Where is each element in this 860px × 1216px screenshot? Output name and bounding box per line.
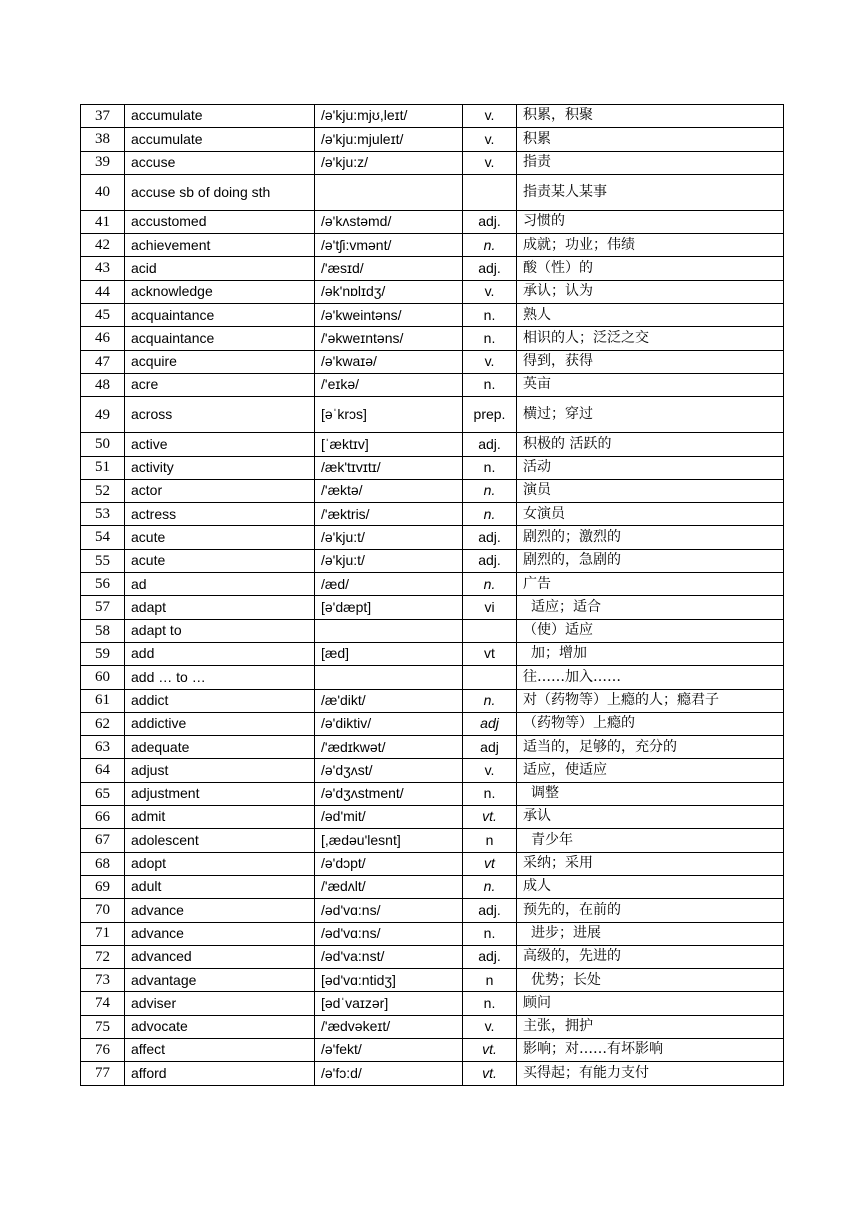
meaning-cell: 青少年 — [517, 829, 784, 852]
word-cell: ad — [125, 573, 315, 596]
meaning-cell: 承认；认为 — [517, 280, 784, 303]
table-row — [81, 327, 784, 350]
part-of-speech-cell — [463, 174, 517, 210]
meaning-cell: 剧烈的，急剧的 — [517, 549, 784, 572]
word-cell: acid — [125, 257, 315, 280]
part-of-speech-cell: prep. — [463, 397, 517, 433]
phonetic-cell: /əd'vɑ:ns/ — [315, 899, 463, 922]
phonetic-cell: /ə'fɔ:d/ — [315, 1062, 463, 1085]
word-cell: addict — [125, 689, 315, 712]
part-of-speech-cell: n. — [463, 327, 517, 350]
table-row — [81, 257, 784, 280]
word-cell: achievement — [125, 234, 315, 257]
row-number: 60 — [81, 666, 125, 689]
table-row — [81, 759, 784, 782]
word-cell: accustomed — [125, 210, 315, 233]
row-number: 53 — [81, 503, 125, 526]
part-of-speech-cell: adj. — [463, 945, 517, 968]
word-cell: active — [125, 433, 315, 456]
meaning-cell: 习惯的 — [517, 210, 784, 233]
phonetic-cell: /'ædʌlt/ — [315, 875, 463, 898]
row-number: 58 — [81, 619, 125, 642]
part-of-speech-cell: n. — [463, 503, 517, 526]
table-row — [81, 945, 784, 968]
word-cell: acre — [125, 373, 315, 396]
table-row — [81, 736, 784, 759]
phonetic-cell: /əd'mit/ — [315, 806, 463, 829]
meaning-cell: 顾问 — [517, 992, 784, 1015]
word-cell: advance — [125, 899, 315, 922]
table-row — [81, 174, 784, 210]
word-cell: add — [125, 642, 315, 665]
row-number: 49 — [81, 397, 125, 433]
phonetic-cell: /ə'kju:mjuleɪt/ — [315, 128, 463, 151]
vocabulary-table-body — [81, 105, 784, 1086]
row-number: 72 — [81, 945, 125, 968]
meaning-cell: 适应；适合 — [517, 596, 784, 619]
part-of-speech-cell: adj — [463, 712, 517, 735]
meaning-cell: 往……加入…… — [517, 666, 784, 689]
phonetic-cell: [ˈæktɪv] — [315, 433, 463, 456]
word-cell: acknowledge — [125, 280, 315, 303]
word-cell: adjustment — [125, 782, 315, 805]
row-number: 73 — [81, 969, 125, 992]
table-row — [81, 128, 784, 151]
meaning-cell: 进步；进展 — [517, 922, 784, 945]
table-row — [81, 689, 784, 712]
word-cell: actor — [125, 479, 315, 502]
meaning-cell: 指责 — [517, 151, 784, 174]
word-cell: adult — [125, 875, 315, 898]
phonetic-cell: /ə'kʌstəmd/ — [315, 210, 463, 233]
meaning-cell: 高级的，先进的 — [517, 945, 784, 968]
word-cell: adopt — [125, 852, 315, 875]
part-of-speech-cell — [463, 666, 517, 689]
table-row — [81, 234, 784, 257]
table-row — [81, 479, 784, 502]
meaning-cell: 积极的 活跃的 — [517, 433, 784, 456]
part-of-speech-cell: adj. — [463, 526, 517, 549]
part-of-speech-cell: n. — [463, 782, 517, 805]
row-number: 48 — [81, 373, 125, 396]
row-number: 70 — [81, 899, 125, 922]
table-row — [81, 1015, 784, 1038]
part-of-speech-cell: v. — [463, 280, 517, 303]
table-row — [81, 526, 784, 549]
phonetic-cell: [əd'vɑ:ntidʒ] — [315, 969, 463, 992]
word-cell: adequate — [125, 736, 315, 759]
row-number: 56 — [81, 573, 125, 596]
phonetic-cell: /ə'kweintəns/ — [315, 304, 463, 327]
table-row — [81, 619, 784, 642]
phonetic-cell: /ə'tʃi:vmənt/ — [315, 234, 463, 257]
phonetic-cell: /'ædɪkwət/ — [315, 736, 463, 759]
part-of-speech-cell: n. — [463, 234, 517, 257]
row-number: 47 — [81, 350, 125, 373]
part-of-speech-cell: v. — [463, 151, 517, 174]
table-row — [81, 304, 784, 327]
phonetic-cell: /æd/ — [315, 573, 463, 596]
word-cell: admit — [125, 806, 315, 829]
part-of-speech-cell: adj. — [463, 433, 517, 456]
word-cell: adolescent — [125, 829, 315, 852]
part-of-speech-cell: n. — [463, 456, 517, 479]
row-number: 44 — [81, 280, 125, 303]
row-number: 67 — [81, 829, 125, 852]
row-number: 42 — [81, 234, 125, 257]
meaning-cell: 适应，使适应 — [517, 759, 784, 782]
part-of-speech-cell: v. — [463, 128, 517, 151]
table-row — [81, 573, 784, 596]
phonetic-cell: /ə'kwaɪə/ — [315, 350, 463, 373]
part-of-speech-cell: n. — [463, 573, 517, 596]
row-number: 65 — [81, 782, 125, 805]
part-of-speech-cell: adj — [463, 736, 517, 759]
word-cell: advantage — [125, 969, 315, 992]
row-number: 59 — [81, 642, 125, 665]
phonetic-cell: /ə'fekt/ — [315, 1038, 463, 1061]
row-number: 38 — [81, 128, 125, 151]
meaning-cell: 加；增加 — [517, 642, 784, 665]
word-cell: advance — [125, 922, 315, 945]
meaning-cell: 相识的人；泛泛之交 — [517, 327, 784, 350]
word-cell: advocate — [125, 1015, 315, 1038]
word-cell: acute — [125, 549, 315, 572]
phonetic-cell: /'əkweɪntəns/ — [315, 327, 463, 350]
word-cell: acute — [125, 526, 315, 549]
row-number: 76 — [81, 1038, 125, 1061]
word-cell: advanced — [125, 945, 315, 968]
meaning-cell: 预先的，在前的 — [517, 899, 784, 922]
phonetic-cell — [315, 174, 463, 210]
table-row — [81, 397, 784, 433]
meaning-cell: 优势；长处 — [517, 969, 784, 992]
table-row — [81, 596, 784, 619]
part-of-speech-cell: n — [463, 969, 517, 992]
table-row — [81, 433, 784, 456]
table-row — [81, 280, 784, 303]
table-row — [81, 992, 784, 1015]
part-of-speech-cell: adj. — [463, 210, 517, 233]
row-number: 46 — [81, 327, 125, 350]
word-cell: affect — [125, 1038, 315, 1061]
row-number: 66 — [81, 806, 125, 829]
row-number: 77 — [81, 1062, 125, 1085]
table-row — [81, 456, 784, 479]
part-of-speech-cell: n. — [463, 373, 517, 396]
row-number: 55 — [81, 549, 125, 572]
row-number: 51 — [81, 456, 125, 479]
phonetic-cell: [ə'dæpt] — [315, 596, 463, 619]
part-of-speech-cell: n. — [463, 992, 517, 1015]
meaning-cell: 酸（性）的 — [517, 257, 784, 280]
meaning-cell: 横过；穿过 — [517, 397, 784, 433]
table-row — [81, 782, 784, 805]
part-of-speech-cell: adj. — [463, 899, 517, 922]
phonetic-cell: /əd'va:nst/ — [315, 945, 463, 968]
meaning-cell: 演员 — [517, 479, 784, 502]
meaning-cell: 广告 — [517, 573, 784, 596]
meaning-cell: 调整 — [517, 782, 784, 805]
phonetic-cell: [ədˈvaɪzər] — [315, 992, 463, 1015]
part-of-speech-cell: vt. — [463, 1062, 517, 1085]
phonetic-cell: /ə'kju:t/ — [315, 526, 463, 549]
meaning-cell: 成人 — [517, 875, 784, 898]
row-number: 64 — [81, 759, 125, 782]
phonetic-cell: /'eɪkə/ — [315, 373, 463, 396]
meaning-cell: （药物等）上瘾的 — [517, 712, 784, 735]
vocabulary-table — [80, 104, 784, 1086]
phonetic-cell: /'æktə/ — [315, 479, 463, 502]
table-row — [81, 373, 784, 396]
phonetic-cell: /ək'nɒlɪdʒ/ — [315, 280, 463, 303]
phonetic-cell: [æd] — [315, 642, 463, 665]
phonetic-cell: /æ'dikt/ — [315, 689, 463, 712]
word-cell: acquire — [125, 350, 315, 373]
part-of-speech-cell: n. — [463, 922, 517, 945]
meaning-cell: 对（药物等）上瘾的人；瘾君子 — [517, 689, 784, 712]
row-number: 41 — [81, 210, 125, 233]
meaning-cell: 得到，获得 — [517, 350, 784, 373]
part-of-speech-cell: n. — [463, 304, 517, 327]
word-cell: acquaintance — [125, 304, 315, 327]
word-cell: accuse sb of doing sth — [125, 174, 315, 210]
table-row — [81, 642, 784, 665]
meaning-cell: 主张，拥护 — [517, 1015, 784, 1038]
meaning-cell: 指责某人某事 — [517, 174, 784, 210]
table-row — [81, 151, 784, 174]
phonetic-cell: /'ædvəkeɪt/ — [315, 1015, 463, 1038]
meaning-cell: （使）适应 — [517, 619, 784, 642]
meaning-cell: 适当的，足够的，充分的 — [517, 736, 784, 759]
word-cell: activity — [125, 456, 315, 479]
row-number: 74 — [81, 992, 125, 1015]
part-of-speech-cell: vt — [463, 642, 517, 665]
word-cell: across — [125, 397, 315, 433]
meaning-cell: 买得起；有能力支付 — [517, 1062, 784, 1085]
row-number: 68 — [81, 852, 125, 875]
meaning-cell: 成就；功业；伟绩 — [517, 234, 784, 257]
part-of-speech-cell: n. — [463, 875, 517, 898]
phonetic-cell: /ə'dɔpt/ — [315, 852, 463, 875]
word-cell: adapt — [125, 596, 315, 619]
row-number: 52 — [81, 479, 125, 502]
word-cell: afford — [125, 1062, 315, 1085]
meaning-cell: 活动 — [517, 456, 784, 479]
table-row — [81, 210, 784, 233]
table-row — [81, 666, 784, 689]
part-of-speech-cell: vt. — [463, 1038, 517, 1061]
phonetic-cell: [əˈkrɔs] — [315, 397, 463, 433]
meaning-cell: 剧烈的；激烈的 — [517, 526, 784, 549]
word-cell: adjust — [125, 759, 315, 782]
table-row — [81, 806, 784, 829]
row-number: 39 — [81, 151, 125, 174]
phonetic-cell: /ə'dʒʌst/ — [315, 759, 463, 782]
table-row — [81, 922, 784, 945]
part-of-speech-cell: n. — [463, 479, 517, 502]
part-of-speech-cell: n — [463, 829, 517, 852]
row-number: 61 — [81, 689, 125, 712]
phonetic-cell: /ə'dʒʌstment/ — [315, 782, 463, 805]
table-row — [81, 1062, 784, 1085]
row-number: 54 — [81, 526, 125, 549]
phonetic-cell: /ə'kju:z/ — [315, 151, 463, 174]
part-of-speech-cell: adj. — [463, 549, 517, 572]
row-number: 69 — [81, 875, 125, 898]
part-of-speech-cell: vi — [463, 596, 517, 619]
row-number: 75 — [81, 1015, 125, 1038]
row-number: 63 — [81, 736, 125, 759]
word-cell: adviser — [125, 992, 315, 1015]
table-row — [81, 852, 784, 875]
meaning-cell: 熟人 — [517, 304, 784, 327]
row-number: 71 — [81, 922, 125, 945]
word-cell: actress — [125, 503, 315, 526]
word-cell: acquaintance — [125, 327, 315, 350]
part-of-speech-cell: v. — [463, 350, 517, 373]
row-number: 57 — [81, 596, 125, 619]
word-cell: addictive — [125, 712, 315, 735]
table-row — [81, 829, 784, 852]
phonetic-cell: [,ædəu'lesnt] — [315, 829, 463, 852]
word-cell: add … to … — [125, 666, 315, 689]
phonetic-cell: /ə'diktiv/ — [315, 712, 463, 735]
part-of-speech-cell — [463, 619, 517, 642]
word-cell: accumulate — [125, 128, 315, 151]
part-of-speech-cell: vt. — [463, 806, 517, 829]
table-row — [81, 350, 784, 373]
table-row — [81, 712, 784, 735]
row-number: 43 — [81, 257, 125, 280]
phonetic-cell: /əd'vɑ:ns/ — [315, 922, 463, 945]
phonetic-cell: /'æsɪd/ — [315, 257, 463, 280]
table-row — [81, 503, 784, 526]
phonetic-cell: /'æktris/ — [315, 503, 463, 526]
part-of-speech-cell: v. — [463, 105, 517, 128]
word-cell: accumulate — [125, 105, 315, 128]
meaning-cell: 采纳；采用 — [517, 852, 784, 875]
row-number: 62 — [81, 712, 125, 735]
meaning-cell: 积累 — [517, 128, 784, 151]
part-of-speech-cell: n. — [463, 689, 517, 712]
phonetic-cell — [315, 619, 463, 642]
part-of-speech-cell: v. — [463, 759, 517, 782]
meaning-cell: 女演员 — [517, 503, 784, 526]
meaning-cell: 英亩 — [517, 373, 784, 396]
table-row — [81, 899, 784, 922]
row-number: 45 — [81, 304, 125, 327]
word-cell: adapt to — [125, 619, 315, 642]
table-row — [81, 969, 784, 992]
meaning-cell: 承认 — [517, 806, 784, 829]
phonetic-cell: /ə'kju:mjʊ,leɪt/ — [315, 105, 463, 128]
table-row — [81, 1038, 784, 1061]
table-row — [81, 875, 784, 898]
row-number: 37 — [81, 105, 125, 128]
word-cell: accuse — [125, 151, 315, 174]
row-number: 50 — [81, 433, 125, 456]
table-row — [81, 549, 784, 572]
part-of-speech-cell: v. — [463, 1015, 517, 1038]
part-of-speech-cell: adj. — [463, 257, 517, 280]
table-row — [81, 105, 784, 128]
row-number: 40 — [81, 174, 125, 210]
phonetic-cell — [315, 666, 463, 689]
phonetic-cell: /æk'tɪvɪtɪ/ — [315, 456, 463, 479]
phonetic-cell: /ə'kju:t/ — [315, 549, 463, 572]
meaning-cell: 影响；对……有坏影响 — [517, 1038, 784, 1061]
part-of-speech-cell: vt — [463, 852, 517, 875]
meaning-cell: 积累，积聚 — [517, 105, 784, 128]
